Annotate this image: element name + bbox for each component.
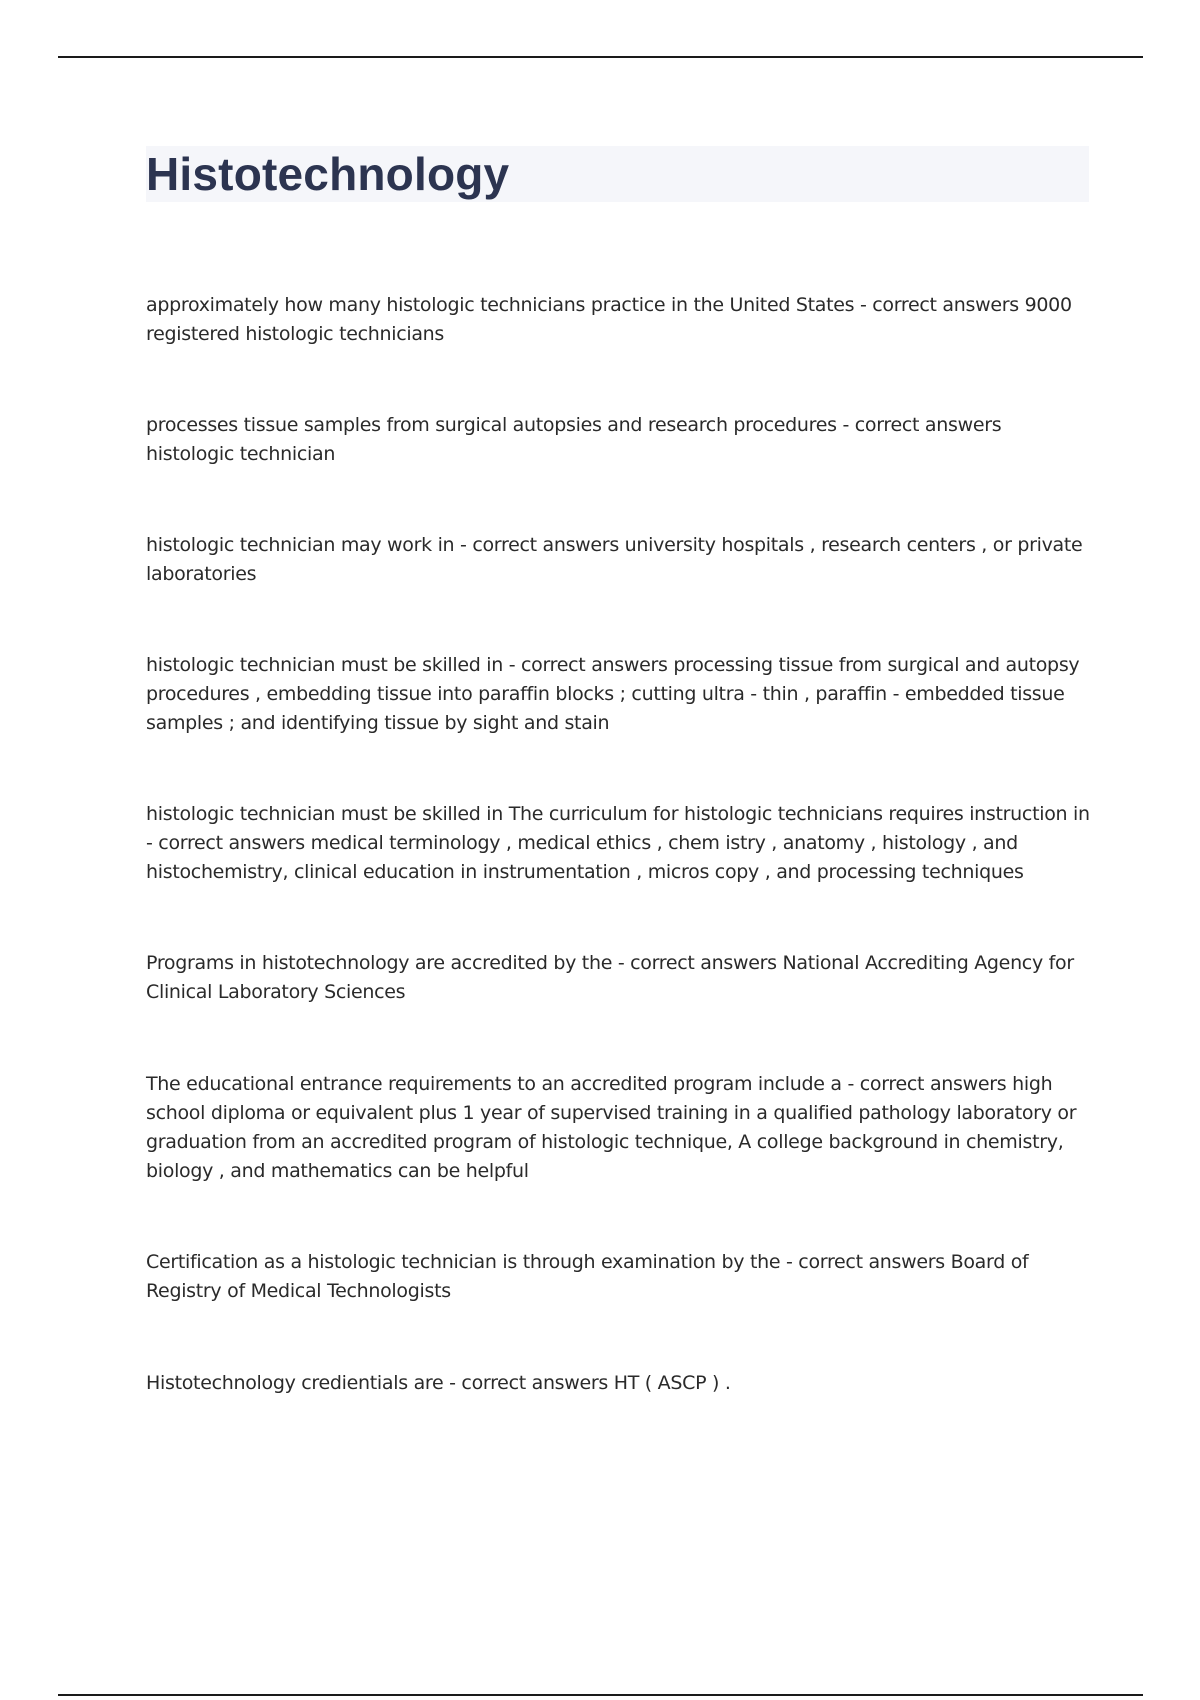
qa-entry-4: histologic technician must be skilled in - correct answers processing tissue from surgical and autopsy procedures , embedding tissue into paraffin blocks ; cutting ultra - thin , paraffin - embedded tissue samples ; and identifying tissue by sight and stain (146, 654, 1080, 734)
qa-entry-5: histologic technician must be skilled in The curriculum for histologic technicians requires instruction in - correct answers medical terminology , medical ethics , chem istry , anatomy , histology , and histochemistry, clinical education in instrumentation , micros copy , and processing techniques (146, 803, 1090, 883)
qa-entry-2: processes tissue samples from surgical autopsies and research procedures - correct answers histologic technician (146, 414, 1002, 465)
qa-entry-9: Histotechnology credientials are - correct answers HT ( ASCP ) . (146, 1372, 731, 1394)
page-title: Histotechnology (146, 148, 510, 200)
bottom-rule (58, 1694, 1143, 1696)
top-rule (58, 56, 1143, 58)
qa-entry-7: The educational entrance requirements to an accredited program include a - correct answers high school diploma or equivalent plus 1 year of supervised training in a qualified pathology laboratory or graduation from an accredited program of histologic technique, A college background in chemistry, biology , and mathematics can be helpful (146, 1073, 1077, 1182)
qa-entry-1: approximately how many histologic technicians practice in the United States - correct answers 9000 registered histologic technicians (146, 294, 1072, 345)
qa-entry-8: Certification as a histologic technician is through examination by the - correct answers Board of Registry of Medical Technologists (146, 1251, 1029, 1302)
qa-entry-3: histologic technician may work in - correct answers university hospitals , research centers , or private laboratories (146, 534, 1083, 585)
qa-entry-6: Programs in histotechnology are accredited by the - correct answers National Accrediting Agency for Clinical Laboratory Sciences (146, 952, 1074, 1003)
